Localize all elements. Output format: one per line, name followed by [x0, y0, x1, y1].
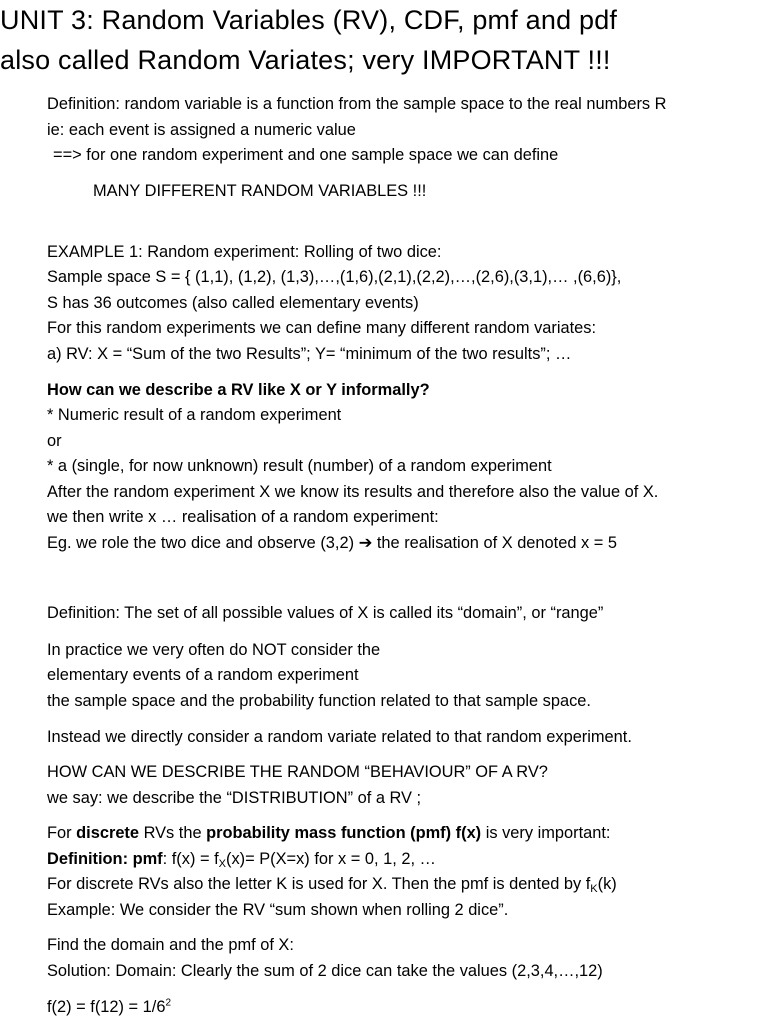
text-line: ie: each event is assigned a numeric value: [47, 121, 356, 139]
text-line: a) RV: X = “Sum of the two Results”; Y= “minimum of the two results”; …: [47, 345, 572, 363]
text-line: we then write x … realisation of a random experiment:: [47, 508, 439, 526]
text-line: * Numeric result of a random experiment: [47, 406, 342, 424]
text-line: Instead we directly consider a random variate related to that random experiment.: [47, 728, 632, 746]
text-line: In practice we very often do NOT consider the: [47, 641, 381, 659]
emphasis-line: MANY DIFFERENT RANDOM VARIABLES !!!: [93, 182, 427, 200]
text-line: Find the domain and the pmf of X:: [47, 936, 294, 954]
question-heading: How can we describe a RV like X or Y informally?: [47, 381, 430, 399]
unit-title-line-2: also called Random Variates; very IMPORTANT !!!: [0, 45, 611, 75]
definition-line: Definition: random variable is a function from the sample space to the real numbers R: [47, 95, 667, 113]
text-line: we say: we describe the “DISTRIBUTION” of a RV ;: [47, 789, 422, 807]
unit-title-line-1: UNIT 3: Random Variables (RV), CDF, pmf and pdf: [0, 5, 618, 35]
example-heading: EXAMPLE 1: Random experiment: Rolling of two dice:: [47, 243, 442, 261]
text-line: elementary events of a random experiment: [47, 666, 359, 684]
formula-line: $f(2) = f(12) = 1/6^2$: [47, 997, 171, 1016]
text-line: Sample space S = { (1,1), (1,2), (1,3),…,(1,6),(2,1),(2,2),…,(2,6),(3,1),… ,(6,6)},: [47, 268, 622, 286]
text-line: ==> for one random experiment and one sample space we can define: [53, 146, 559, 164]
text-line: S has 36 outcomes (also called elementary events): [47, 294, 419, 312]
definition-line: Definition: The set of all possible values of X is called its “domain”, or “range”: [47, 604, 604, 622]
text-line: HOW CAN WE DESCRIBE THE RANDOM “BEHAVIOUR” OF A RV?: [47, 763, 548, 781]
pmf-intro-line: For discrete RVs the probability mass function (pmf) f(x) is very important:: [47, 824, 611, 842]
text-line: or: [47, 432, 62, 450]
text-line: * a (single, for now unknown) result (number) of a random experiment: [47, 457, 552, 475]
text-line: For discrete RVs also the letter K is used for X. Then the pmf is dented by $f_K(k)$: [47, 875, 617, 895]
text-line: Eg. we role the two dice and observe (3,2) ➔ the realisation of X denoted x = 5: [47, 534, 617, 552]
text-line: Example: We consider the RV “sum shown when rolling 2 dice”.: [47, 901, 509, 919]
pmf-definition-line: Definition: pmf: $f(x) = f_X(x)= P(X=x)$ for x = 0, 1, 2, …: [47, 850, 436, 870]
text-line: the sample space and the probability function related to that sample space.: [47, 692, 591, 710]
text-line: Solution: Domain: Clearly the sum of 2 dice can take the values (2,3,4,…,12): [47, 962, 603, 980]
text-line: For this random experiments we can define many different random variates:: [47, 319, 597, 337]
text-line: After the random experiment X we know its results and therefore also the value of X.: [47, 483, 659, 501]
